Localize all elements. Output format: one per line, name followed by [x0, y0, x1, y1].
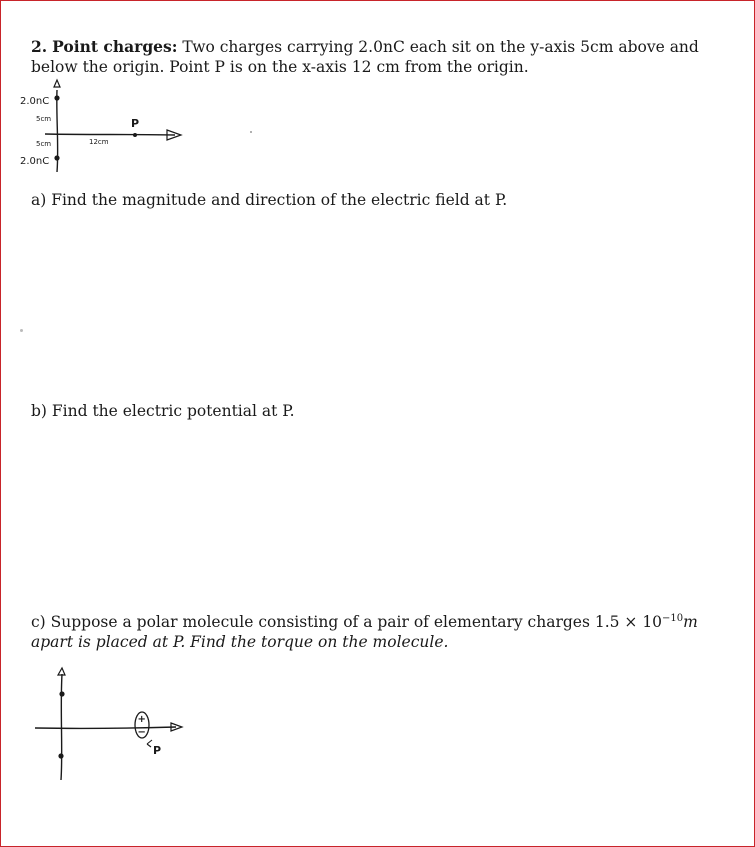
bottom-charge-dot	[54, 155, 59, 160]
question-a: a) Find the magnitude and direction of the electric field at P.	[31, 191, 508, 209]
x-axis-line	[45, 134, 175, 135]
x-distance-label: 12cm	[89, 138, 109, 146]
p-pointer-arrow	[147, 740, 152, 747]
x-axis-line-2	[35, 727, 176, 728]
top-charge-dot	[54, 95, 59, 100]
point-p-label: P	[131, 117, 140, 130]
question-c	[31, 612, 721, 652]
upper-distance-label: 5cm	[36, 115, 52, 123]
problem-text: Two charges carrying 2.0nC each sit on the y-axis 5cm above and below the origin. Point P is on the x-axis 12 cm from the origin.	[31, 38, 699, 76]
dipole-plus: +	[137, 714, 146, 725]
speck	[250, 131, 252, 133]
bottom-charge-dot-2	[58, 753, 63, 758]
point-p-dot	[133, 133, 137, 137]
top-charge-label: 2.0nC	[20, 96, 50, 107]
y-axis-line-2	[61, 674, 62, 780]
question-c-text: c) Suppose a polar molecule consisting of a pair of elementary charges 1.5 × 10	[31, 613, 663, 631]
question-c-exponent: −10	[662, 612, 684, 624]
problem-number: 2.	[31, 37, 48, 56]
dipole-minus: −	[137, 727, 146, 738]
y-axis-arrow-2	[58, 668, 65, 675]
speck	[20, 329, 23, 332]
point-p-label-2: P	[153, 744, 162, 757]
y-axis-arrow	[54, 80, 60, 87]
charge-diagram	[0, 76, 200, 176]
question-c-unit-text: m apart is placed at P. Find the torque on the molecule.	[31, 613, 698, 651]
question-b: b) Find the electric potential at P.	[31, 402, 295, 420]
top-charge-dot-2	[59, 691, 64, 696]
problem-title: Point charges:	[52, 37, 178, 56]
lower-distance-label: 5cm	[36, 140, 52, 148]
problem-statement	[31, 37, 721, 77]
dipole-diagram	[0, 660, 220, 790]
bottom-charge-label: 2.0nC	[20, 156, 50, 167]
